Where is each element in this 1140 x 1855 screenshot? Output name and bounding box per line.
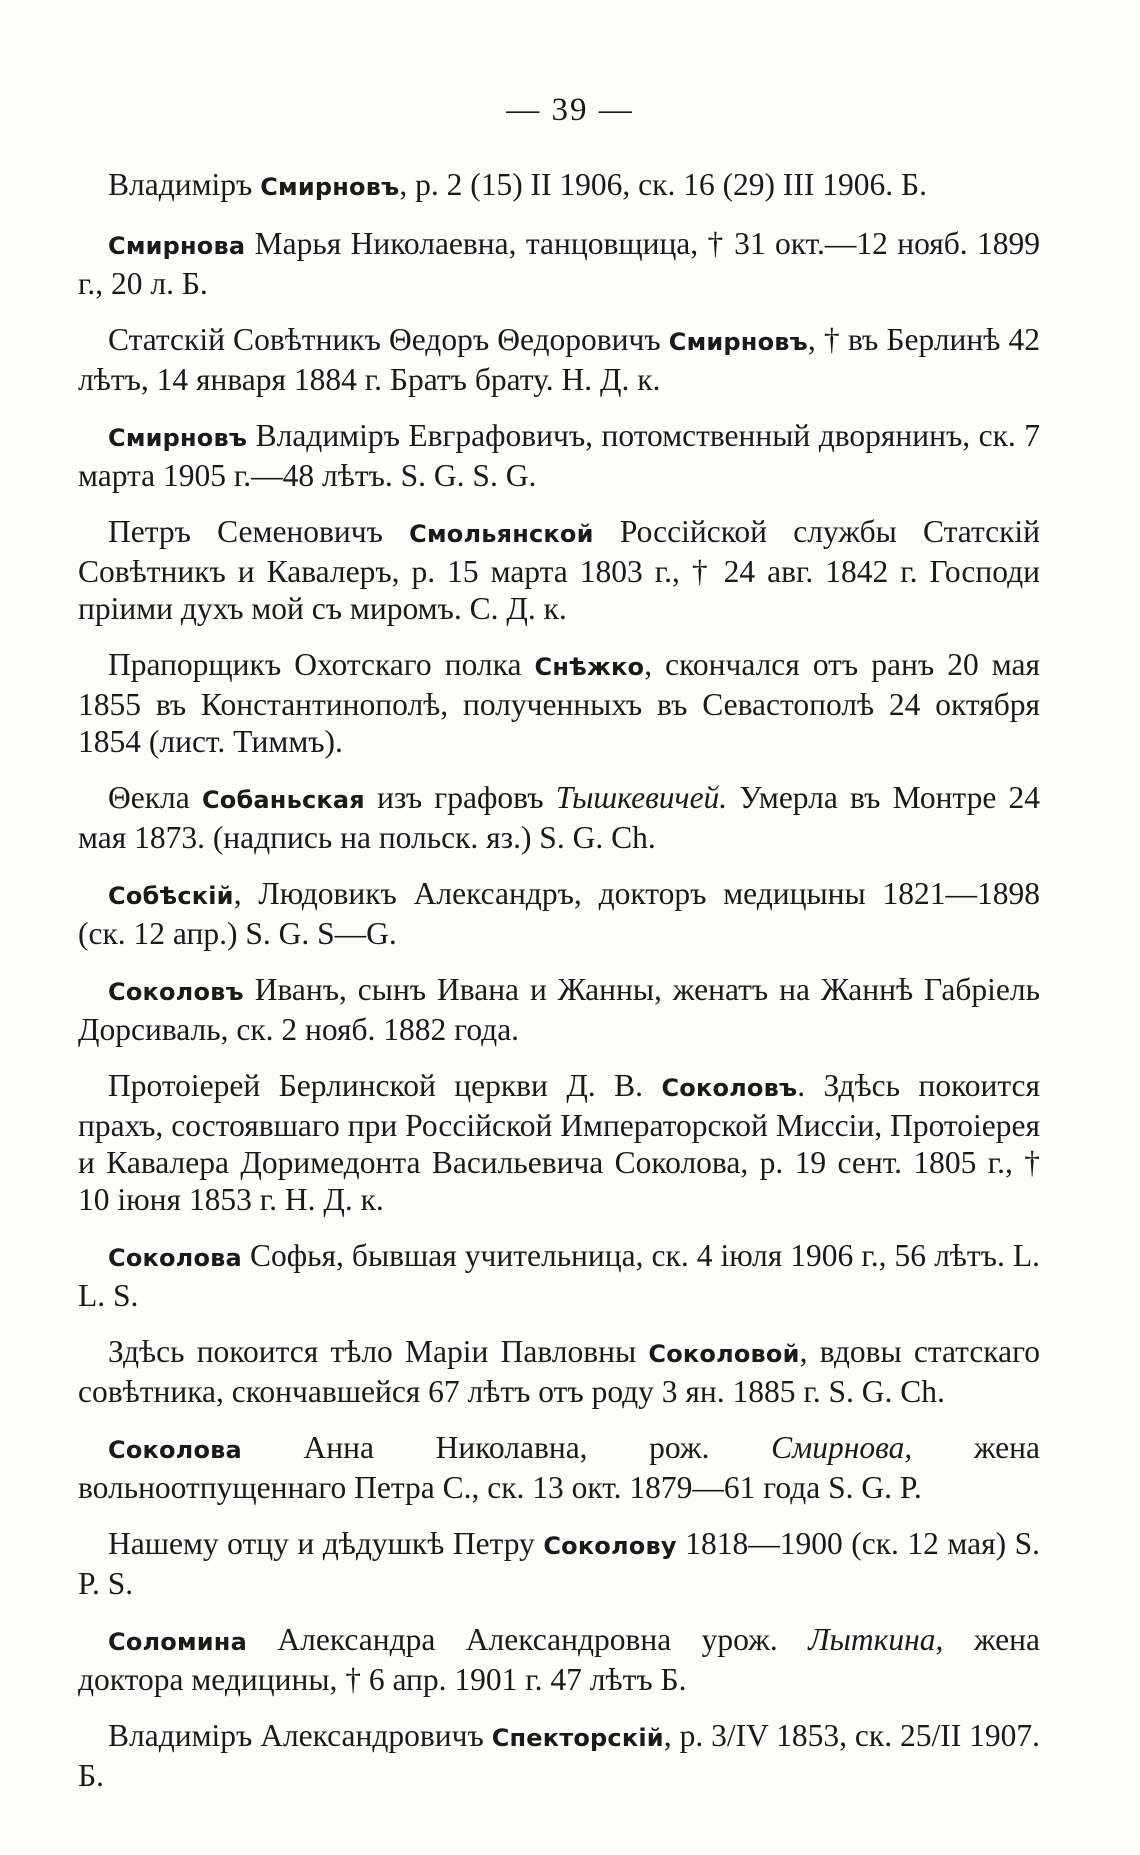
entry-text: Иванъ, сынъ Ивана и Жанны, женатъ на Жаннѣ Габрiель Дорсиваль, ск. 2 нояб. 1882 года. <box>78 972 1040 1047</box>
entry-text: , скончался отъ ранъ 20 мая 1855 въ Константинополѣ, полученныхъ въ Севастополѣ 24 октября 1854 (лист. Тиммъ). <box>78 647 1040 759</box>
entry-text: , р. 2 (15) II 1906, ск. 16 (29) III 1906. Б. <box>399 167 927 202</box>
entry-text: жена доктора медицины, † 6 апр. 1901 г. 47 лѣтъ Б. <box>78 1622 1040 1697</box>
entry-text: Россiйской службы Статскiй Совѣтникъ и Кавалеръ, р. 15 марта 1803 г., † 24 авг. 1842 г. Господи прiими духъ мой съ миромъ. С. Д. к. <box>78 514 1040 626</box>
entry-text: . Здѣсь покоится прахъ, состоявшаго при Россiйской Императорской Миссiи, Протоiерея и Кавалера Доримедонта Васильевича Соколова, р. 19 сент. 1805 г., † 10 iюня 1853 г. Н. Д. к. <box>78 1068 1040 1217</box>
surname: Соколову <box>543 1532 677 1560</box>
surname: Соломина <box>108 1628 247 1656</box>
entry-text: изъ графовъ <box>364 780 556 815</box>
entry-paragraph <box>78 417 1040 494</box>
surname: Соколова <box>108 1244 242 1272</box>
entry-paragraph <box>78 1525 1040 1602</box>
surname: Соколова <box>108 1436 242 1464</box>
entry-paragraph <box>78 225 1040 302</box>
entry-paragraph <box>78 1621 1040 1698</box>
entry-paragraph <box>78 875 1040 952</box>
entry-text: 1818—1900 (ск. 12 мая) S. P. S. <box>78 1526 1040 1601</box>
entry-text: Прапорщикъ Охотскаго полка <box>108 647 535 682</box>
surname: Собаньская <box>201 786 365 814</box>
entry-text: Протоiерей Берлинской церкви Д. В. <box>108 1068 662 1103</box>
entry-text: Марья Николаевна, танцовщица, † 31 окт.—12 нояб. 1899 г., 20 л. Б. <box>78 226 1040 301</box>
surname: Смирновъ <box>668 328 808 356</box>
entry-text: Статскiй Совѣтникъ Θедоръ Θедоровичъ <box>108 322 669 357</box>
entry-text: Владимiръ <box>108 167 261 202</box>
entry-text: Θекла <box>108 780 202 815</box>
entry-text: , вдовы статскаго совѣтника, скончавшейся 67 лѣтъ отъ роду 3 ян. 1885 г. S. G. Ch. <box>78 1334 1040 1409</box>
entry-paragraph <box>78 779 1040 856</box>
entry-paragraph <box>78 971 1040 1048</box>
surname: Соколовой <box>648 1340 800 1368</box>
surname: Соколовъ <box>108 978 244 1006</box>
entry-paragraph <box>78 1717 1040 1794</box>
entry-text: Софья, бывшая учительница, ск. 4 iюля 1906 г., 56 лѣтъ. L. L. S. <box>78 1238 1040 1313</box>
entry-paragraph <box>78 1333 1040 1410</box>
entry-text: Владимiръ Евграфовичъ, потомственный дворянинъ, ск. 7 марта 1905 г.—48 лѣтъ. S. G. S. G. <box>78 418 1040 493</box>
entry-paragraph <box>78 1429 1040 1506</box>
surname: Смольянской <box>409 520 594 548</box>
entry-text: жена вольноотпущеннаго Петра С., ск. 13 окт. 1879—61 года S. G. P. <box>78 1430 1041 1505</box>
italic-name: Тышкевичей. <box>555 780 728 815</box>
entry-text: Александра Александровна урож. <box>246 1622 809 1657</box>
entry-text: Владимiръ Александровичъ <box>108 1718 492 1753</box>
italic-name: Смирнова, <box>771 1430 913 1465</box>
surname: Смирновъ <box>260 173 400 201</box>
entries-list <box>78 166 1040 1813</box>
surname: Снѣжко <box>534 653 645 681</box>
entry-paragraph <box>78 166 1040 206</box>
entry-text: , Людовикъ Александръ, докторъ медицыны 1821—1898 (ск. 12 апр.) S. G. S—G. <box>78 876 1040 951</box>
page-number: — 39 — <box>506 92 634 128</box>
surname: Спекторскiй <box>491 1724 664 1752</box>
entry-text: , † въ Берлинѣ 42 лѣтъ, 14 января 1884 г. Братъ брату. Н. Д. к. <box>78 322 1040 397</box>
entry-text: Здѣсь покоится тѣло Марiи Павловны <box>108 1334 649 1369</box>
surname: Смирнова <box>108 232 246 260</box>
entry-paragraph <box>78 513 1040 627</box>
entry-paragraph <box>78 646 1040 760</box>
surname: Собѣскiй <box>108 882 234 910</box>
surname: Соколовъ <box>661 1074 798 1102</box>
entry-text: Петръ Семеновичъ <box>108 514 410 549</box>
entry-text: Нашему отцу и дѣдушкѣ Петру <box>108 1526 544 1561</box>
entry-text: Умерла въ Монтре 24 мая 1873. (надпись на польск. яз.) S. G. Ch. <box>78 780 1041 855</box>
entry-paragraph <box>78 1067 1040 1218</box>
entry-text: , р. 3/IV 1853, ск. 25/II 1907. Б. <box>78 1718 1040 1793</box>
entry-paragraph <box>78 1237 1040 1314</box>
entry-paragraph <box>78 321 1040 398</box>
italic-name: Лыткина, <box>808 1622 944 1657</box>
entry-text: Анна Николавна, рож. <box>241 1430 772 1465</box>
surname: Смирновъ <box>108 424 248 452</box>
